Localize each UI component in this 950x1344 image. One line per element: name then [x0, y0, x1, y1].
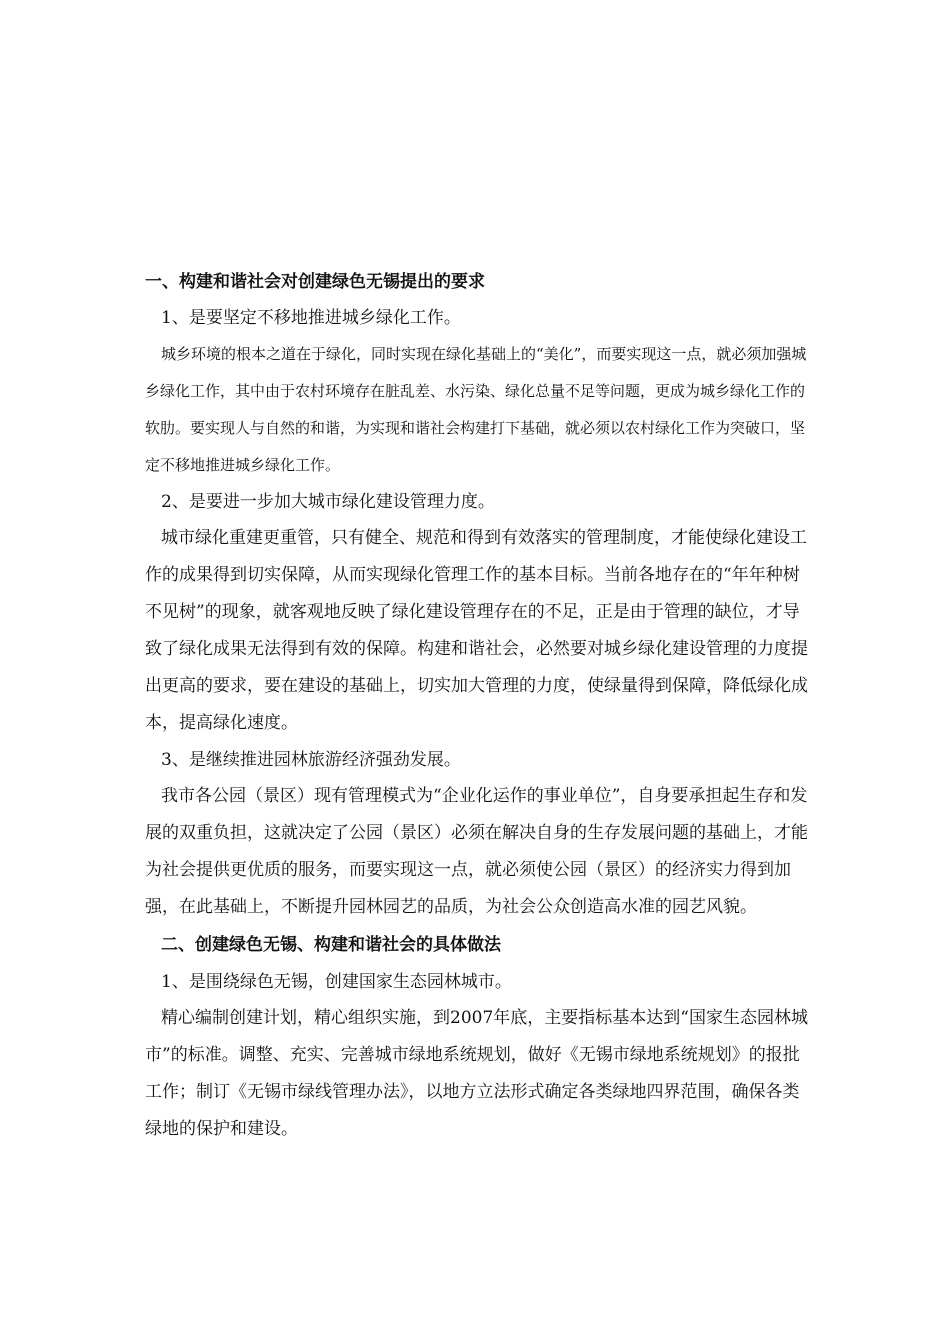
section-1-item-2-paragraph: 城市绿化重建更重管，只有健全、规范和得到有效落实的管理制度，才能使绿化建设工作的成果得到切实保障，从而实现绿化管理工作的基本目标。当前各地存在的“年年种树不见树”的现象，就客观地反映了绿化建设管理存在的不足，正是由于管理的缺位，才导致了绿化成果无法得到有效的保障。构建和谐社会，必然要对城乡绿化建设管理的力度提出更高的要求，要在建设的基础上，切实加大管理的力度，使绿量得到保障，降低绿化成本，提高绿化速度。: [145, 528, 808, 733]
section-1-item-2-heading: 2、是要进一步加大城市绿化建设管理力度。: [161, 492, 495, 512]
section-1-heading: 一、构建和谐社会对创建绿色无锡提出的要求: [145, 272, 485, 292]
section-2-item-1-heading: 1、是围绕绿色无锡，创建国家生态园林城市。: [161, 972, 512, 992]
section-1-item-1-heading: 1、是要坚定不移地推进城乡绿化工作。: [161, 308, 461, 328]
section-1-item-3-paragraph: 我市各公园（景区）现有管理模式为“企业化运作的事业单位”，自身要承担起生存和发展的双重负担，这就决定了公园（景区）必须在解决自身的生存发展问题的基础上，才能为社会提供更优质的服务，而要实现这一点，就必须使公园（景区）的经济实力得到加强，在此基础上，不断提升园林园艺的品质，为社会公众创造高水准的园艺风貌。: [145, 786, 808, 917]
section-2-heading: 二、创建绿色无锡、构建和谐社会的具体做法: [161, 935, 501, 955]
section-1-item-3-heading: 3、是继续推进园林旅游经济强劲发展。: [161, 750, 461, 770]
document-body: [145, 268, 810, 1148]
section-2-item-1-paragraph: 精心编制创建计划，精心组织实施，到2007年底，主要指标基本达到“国家生态园林城市”的标准。调整、充实、完善城市绿地系统规划，做好《无锡市绿地系统规划》的报批工作；制订《无锡市绿线管理办法》，以地方立法形式确定各类绿地四界范围，确保各类绿地的保护和建设。: [145, 1008, 808, 1139]
section-1-item-1-paragraph: 城乡环境的根本之道在于绿化，同时实现在绿化基础上的“美化”，而要实现这一点，就必须加强城乡绿化工作，其中由于农村环境存在脏乱差、水污染、绿化总量不足等问题，更成为城乡绿化工作的软肋。要实现人与自然的和谐，为实现和谐社会构建打下基础，就必须以农村绿化工作为突破口，坚定不移地推进城乡绿化工作。: [145, 345, 807, 474]
